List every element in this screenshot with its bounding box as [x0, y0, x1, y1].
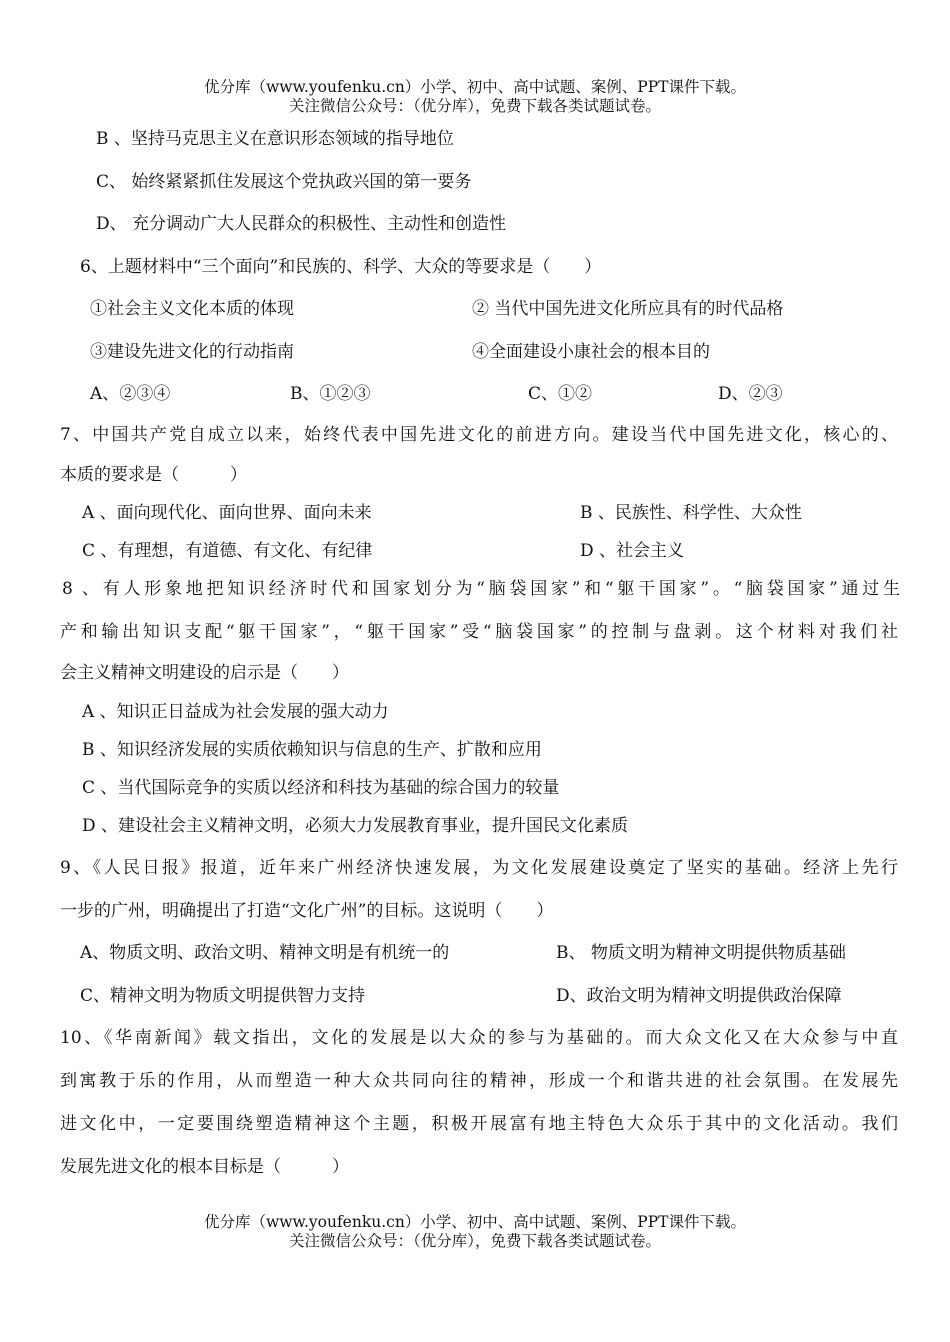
q7-option-b: B 、民族性、科学性、大众性 — [580, 503, 802, 523]
header-line-2: 关注微信公众号：（优分库），免费下载各类试题试卷。 — [288, 97, 661, 115]
q9-option-d: D、政治文明为精神文明提供政治保障 — [556, 986, 842, 1006]
q10-stem-line-4: 发展先进文化的根本目标是（ ） — [60, 1157, 349, 1177]
q9-option-b: B、 物质文明为精神文明提供物质基础 — [556, 943, 846, 963]
q5-option-d: D、 充分调动广大人民群众的积极性、主动性和创造性 — [96, 214, 507, 234]
q5-option-c: C、 始终紧紧抓住发展这个党执政兴国的第一要务 — [96, 172, 472, 192]
q6-option-b: B、①②③ — [290, 384, 371, 404]
footer-line-1: 优分库（www.youfenku.cn）小学、初中、高中试题、案例、PPT课件下载。 — [203, 1213, 747, 1231]
q8-option-d: D 、建设社会主义精神文明，必须大力发展教育事业，提升国民文化素质 — [82, 816, 629, 836]
q6-option-d: D、②③ — [718, 384, 783, 404]
q6-statement-4: ④全面建设小康社会的根本目的 — [472, 342, 710, 362]
q9-option-c: C、精神文明为物质文明提供智力支持 — [80, 986, 366, 1006]
q6-statement-3: ③建设先进文化的行动指南 — [90, 342, 294, 362]
q9-stem-line-2: 一步的广州，明确提出了打造“文化广州”的目标。这说明（ ） — [60, 901, 554, 921]
q10-stem-line-1: 10、《华南新闻》载文指出，文化的发展是以大众的参与为基础的。而大众文化又在大众参与中直 — [60, 1028, 898, 1048]
q9-option-a: A、物质文明、政治文明、精神文明是有机统一的 — [80, 943, 450, 963]
q7-stem-line-2: 本质的要求是（ ） — [60, 465, 247, 485]
q8-option-c: C 、当代国际竞争的实质以经济和科技为基础的综合国力的较量 — [82, 778, 560, 798]
q10-stem-line-3: 进文化中，一定要围绕塑造精神这个主题，积极开展富有地主特色大众乐于其中的文化活动。我们 — [60, 1114, 898, 1134]
q9-stem-line-1: 9、《人民日报》报道，近年来广州经济快速发展，为文化发展建设奠定了坚实的基础。经济上先行 — [60, 858, 898, 878]
q8-stem-line-2: 产和输出知识支配“躯干国家”，“躯干国家”受“脑袋国家”的控制与盘剥。这个材料对我们社 — [60, 622, 898, 642]
q10-stem-line-2: 到寓教于乐的作用，从而塑造一种大众共同向往的精神，形成一个和谐共进的社会氛围。在发展先 — [60, 1071, 898, 1091]
q7-stem-line-1: 7、中国共产党自成立以来，始终代表中国先进文化的前进方向。建设当代中国先进文化，核心的、 — [60, 425, 898, 445]
q8-option-a: A 、知识正日益成为社会发展的强大动力 — [82, 702, 389, 722]
q8-stem-line-1: 8 、有人形象地把知识经济时代和国家划分为“脑袋国家”和“躯干国家”。“脑袋国家”通过生 — [62, 579, 900, 599]
q8-option-b: B 、知识经济发展的实质依赖知识与信息的生产、扩散和应用 — [82, 740, 542, 760]
header-line-1: 优分库（www.youfenku.cn）小学、初中、高中试题、案例、PPT课件下载。 — [203, 78, 747, 96]
q7-option-d: D 、社会主义 — [580, 541, 685, 561]
footer-line-2: 关注微信公众号：（优分库），免费下载各类试题试卷。 — [288, 1232, 661, 1250]
q6-statement-1: ①社会主义文化本质的体现 — [90, 299, 294, 319]
q6-option-c: C、①② — [528, 384, 593, 404]
q6-stem: 6、上题材料中“三个面向”和民族的、科学、大众的等要求是（ ） — [80, 257, 602, 277]
q8-stem-line-3: 会主义精神文明建设的启示是（ ） — [60, 663, 349, 683]
q6-statement-2: ② 当代中国先进文化所应具有的时代品格 — [472, 299, 784, 319]
q7-option-a: A 、面向现代化、面向世界、面向未来 — [82, 503, 372, 523]
q6-option-a: A、②③④ — [90, 384, 171, 404]
q5-option-b: B 、坚持马克思主义在意识形态领域的指导地位 — [96, 129, 454, 149]
q7-option-c: C 、有理想，有道德、有文化、有纪律 — [82, 541, 373, 561]
